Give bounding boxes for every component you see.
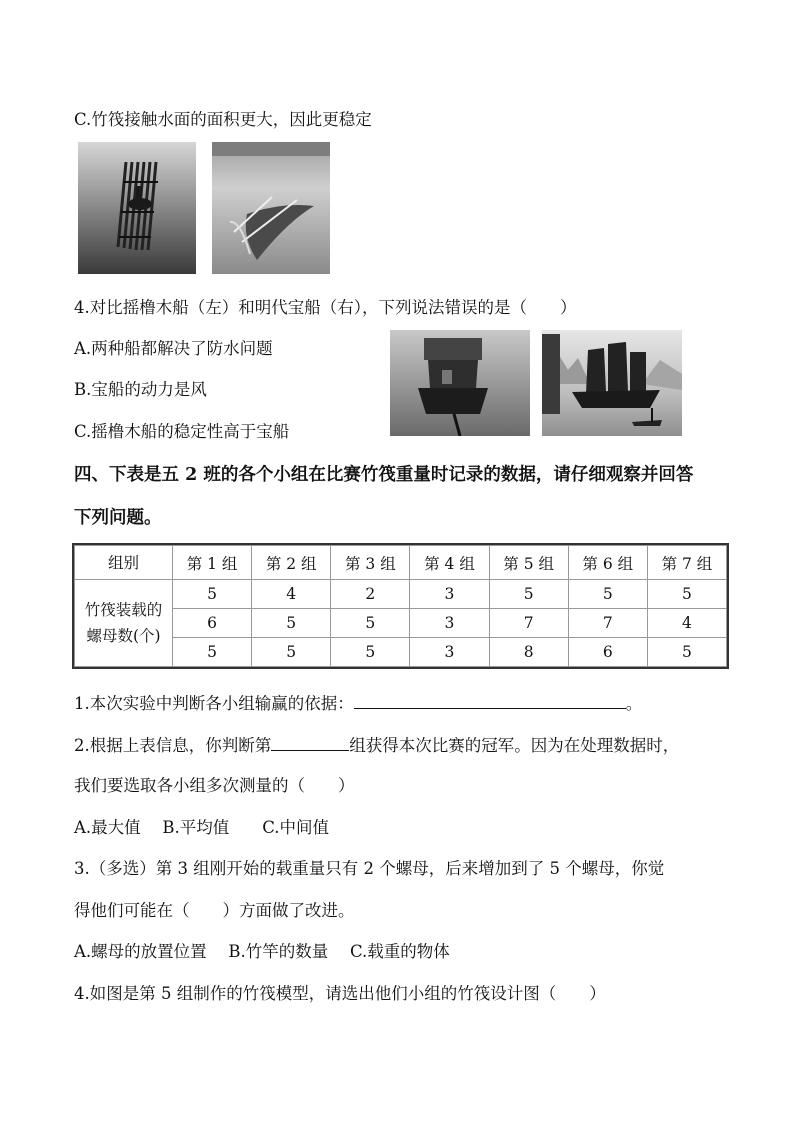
- question-3-options: A.螺母的放置位置 B.竹竿的数量 C.载重的物体: [74, 942, 450, 961]
- question-2-prefix: 2.根据上表信息，你判断第: [74, 736, 272, 755]
- option-c-raft-stability: C.竹筏接触水面的面积更大，因此更稳定: [74, 110, 372, 129]
- boat-question: 4.对比摇橹木船（左）和明代宝船（右），下列说法错误的是（ ）: [74, 298, 577, 317]
- table-group-header: 第 6 组: [568, 546, 647, 580]
- question-3-line1: 3.（多选）第 3 组刚开始的载重量只有 2 个螺母，后来增加到了 5 个螺母，你觉: [74, 859, 665, 878]
- table-group-header: 第 4 组: [410, 546, 489, 580]
- table-cell: 5: [647, 580, 726, 609]
- question-4: 4.如图是第 5 组制作的竹筏模型，请选出他们小组的竹筏设计图（ ）: [74, 984, 606, 1003]
- table-row: [75, 638, 727, 667]
- boat-option-c: C.摇橹木船的稳定性高于宝船: [74, 422, 290, 441]
- question-2-line2: 我们要选取各小组多次测量的（ ）: [74, 776, 355, 795]
- boat-option-a: A.两种船都解决了防水问题: [74, 339, 273, 358]
- table-group-header: 第 5 组: [489, 546, 568, 580]
- table-cell: 5: [489, 580, 568, 609]
- table-group-header: 第 7 组: [647, 546, 726, 580]
- raft-load-table: [74, 545, 727, 667]
- section-4-title-line1: 四、下表是五 2 班的各个小组在比赛竹筏重量时记录的数据，请仔细观察并回答: [74, 465, 694, 485]
- table-corner-cell: 组别: [75, 546, 173, 580]
- question-1-answer-blank[interactable]: [354, 694, 626, 709]
- question-2-suffix: 组获得本次比赛的冠军。因为在处理数据时，: [349, 736, 680, 755]
- table-cell: 3: [410, 609, 489, 638]
- bamboo-raft-photo: [78, 142, 196, 274]
- table-group-header: 第 2 组: [252, 546, 331, 580]
- table-cell: 4: [252, 580, 331, 609]
- question-2-answer-blank[interactable]: [271, 736, 349, 751]
- row-label-line1: 竹筏装载的: [84, 601, 163, 619]
- table-cell: 6: [568, 638, 647, 667]
- section-4-title-line2: 下列问题。: [74, 508, 162, 528]
- question-1: [74, 690, 642, 714]
- question-1-prefix: 1.本次实验中判断各小组输赢的依据：: [74, 694, 354, 713]
- boat-option-b: B.宝船的动力是风: [74, 380, 207, 399]
- table-group-header: 第 1 组: [173, 546, 252, 580]
- table-cell: 7: [568, 609, 647, 638]
- table-row: [75, 609, 727, 638]
- table-cell: 5: [331, 638, 410, 667]
- table-cell: 6: [173, 609, 252, 638]
- table-row-label: [75, 580, 173, 667]
- table-cell: 8: [489, 638, 568, 667]
- outrigger-canoe-photo: [212, 142, 330, 274]
- question-3-line2: 得他们可能在（ ）方面做了改进。: [74, 901, 355, 920]
- table-cell: 5: [252, 638, 331, 667]
- table-cell: 3: [410, 638, 489, 667]
- table-cell: 5: [331, 609, 410, 638]
- table-group-header: 第 3 组: [331, 546, 410, 580]
- table-cell: 2: [331, 580, 410, 609]
- table-cell: 5: [568, 580, 647, 609]
- table-header-row: [75, 546, 727, 580]
- table-cell: 5: [647, 638, 726, 667]
- treasure-ship-photo: [542, 330, 682, 436]
- sculling-boat-photo: [390, 330, 530, 436]
- table-cell: 5: [252, 609, 331, 638]
- question-2-line1: [74, 732, 679, 756]
- table-cell: 5: [173, 580, 252, 609]
- table-cell: 4: [647, 609, 726, 638]
- question-2-options: A.最大值 B.平均值 C.中间值: [74, 818, 330, 837]
- question-1-suffix: 。: [625, 694, 643, 713]
- row-label-line2: 螺母数(个): [86, 627, 161, 645]
- table-cell: 7: [489, 609, 568, 638]
- table-cell: 3: [410, 580, 489, 609]
- table-row: [75, 580, 727, 609]
- table-cell: 5: [173, 638, 252, 667]
